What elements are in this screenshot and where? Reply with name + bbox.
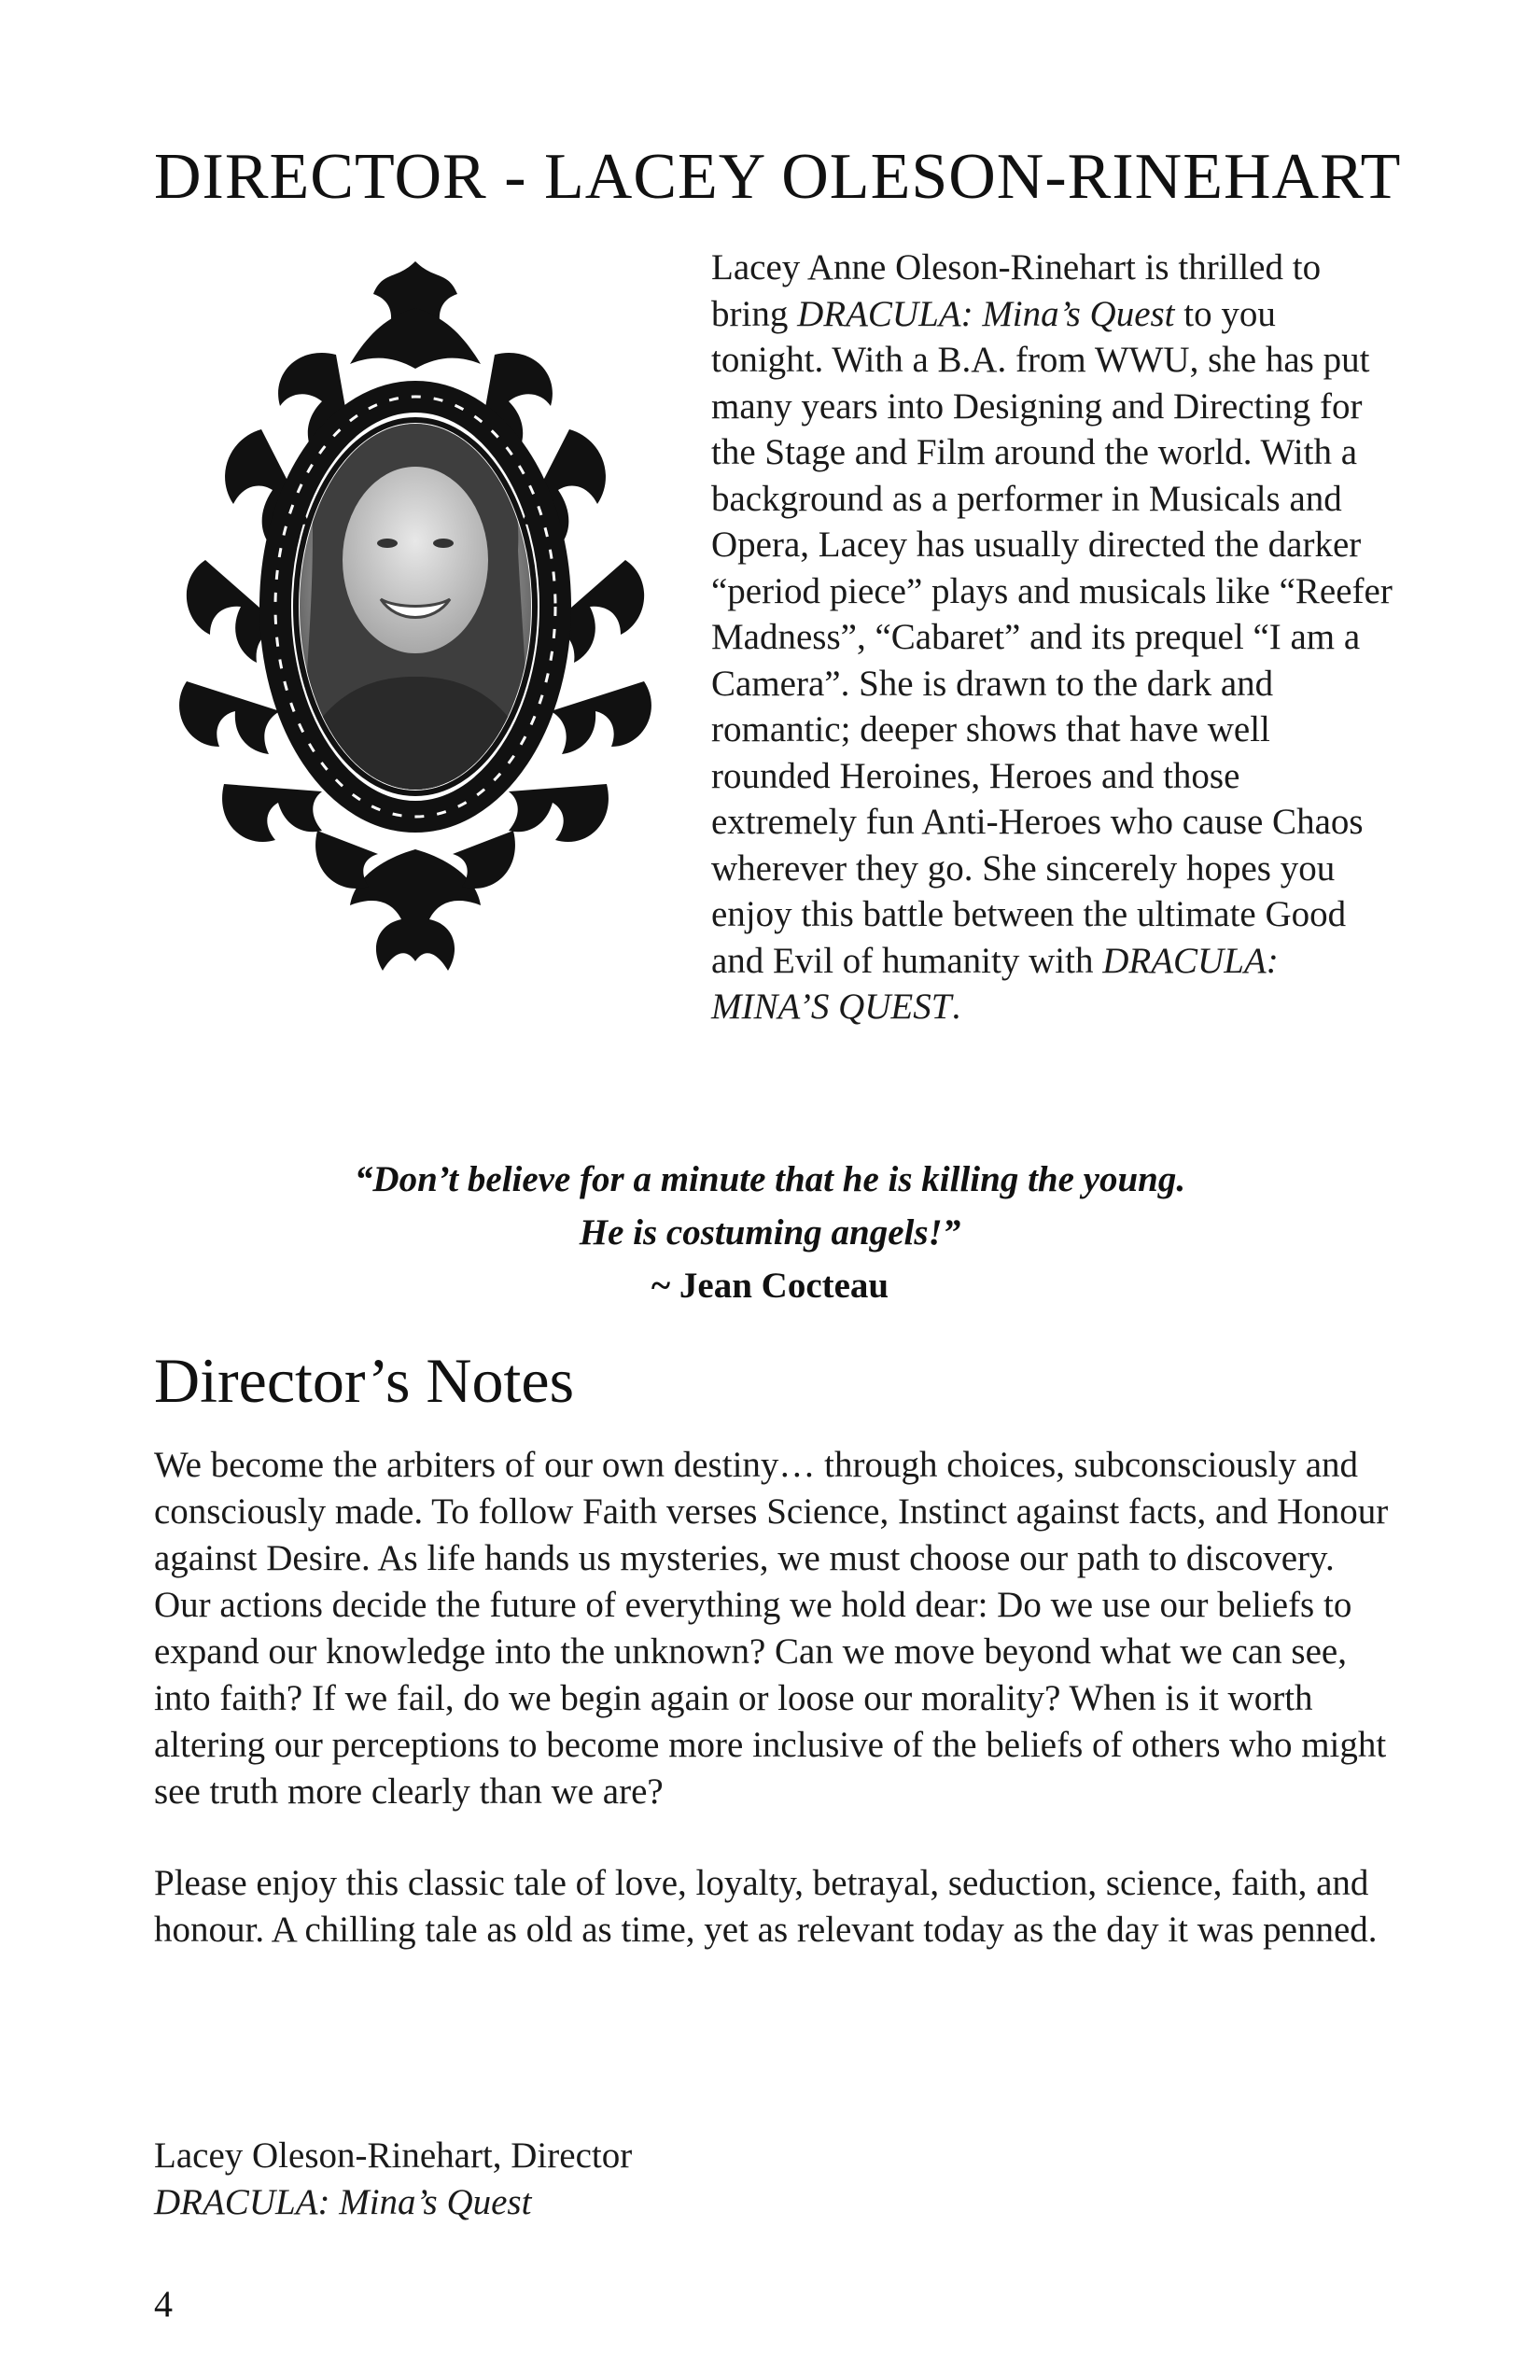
bio-text-part: Lacey Anne Oleson-Rinehart is thrilled to bring (711, 247, 1322, 334)
signature-block (154, 2133, 632, 2226)
notes-paragraph: We become the arbiters of our own destiny… through choices, subconsciously and consciously made. To follow Faith verses Science, Instinct against facts, and Honour against Desire. As life hands us mysteries, we must choose our path to discovery. Our actions decide the future of everything we hold dear: Do we use our beliefs to expand our knowledge into the unknown? Can we move beyond what we can see, into faith? If we fail, do we begin again or loose our morality? When is it worth altering our perceptions to become more inclusive of the beliefs of others who might see truth more clearly than we are? (154, 1445, 1389, 1812)
bio-text-part: to you tonight. With a B.A. from WWU, she has put many years into Designing and Directing for the Stage and Film around the world. With a background as a performer in Musicals and Opera, Lacey has usually directed the darker “period piece” plays and musicals like “Reefer Madness”, “Cabaret” and its prequel “I am a Camera”. She is drawn to the dark and romantic; deeper shows that have well rounded Heroines, Heroes and those extremely fun Anti-Heroes who cause Chaos wherever they go. She sincerely hopes you enjoy this battle between the ultimate Good and Evil of humanity with (711, 293, 1393, 981)
notes-heading: Director’s Notes (154, 1345, 575, 1416)
quote-author: ~ Jean Cocteau (651, 1266, 889, 1306)
page-number: 4 (154, 2283, 173, 2325)
quote-line: “Don’t believe for a minute that he is killing the young. (354, 1159, 1186, 1199)
signature-name: Lacey Oleson-Rinehart, Director (154, 2135, 633, 2176)
signature-show: DRACULA: Mina’s Quest (154, 2182, 532, 2222)
show-title-italic: DRACULA: Mina’s Quest (797, 293, 1175, 334)
quote-line: He is costuming angels!” (579, 1212, 961, 1253)
bio-heading: DIRECTOR - LACEY OLESON-RINEHART (154, 141, 1402, 213)
director-bio (711, 245, 1393, 1030)
bio-text-part: . (951, 987, 961, 1027)
show-title-italic: DRACULA: MINA’S QUEST (711, 940, 1279, 1027)
director-portrait-frame (149, 252, 681, 980)
notes-paragraph: Please enjoy this classic tale of love, loyalty, betrayal, seduction, science, faith, and honour. A chilling tale as old as time, yet as relevant today as the day it was penned. (154, 1863, 1378, 1950)
cocteau-quote (154, 1153, 1386, 1312)
directors-notes (154, 1442, 1395, 1953)
ornate-frame-icon (149, 252, 681, 980)
